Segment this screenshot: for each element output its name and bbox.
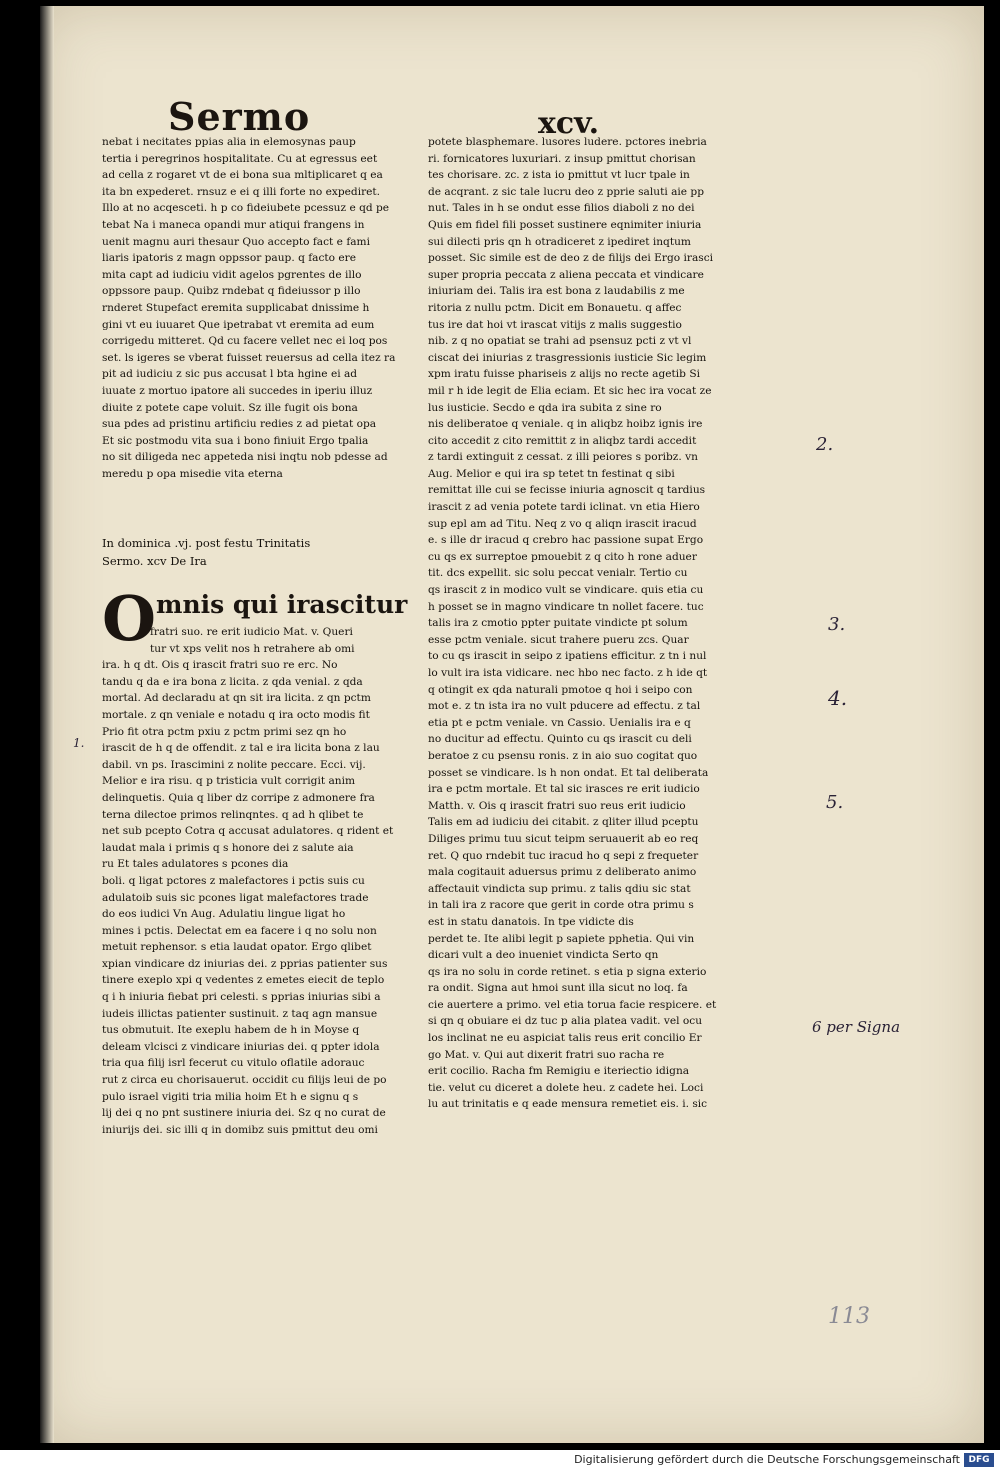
text-line: cie auertere a primo. vel etia torua facie respicere. et	[428, 998, 717, 1011]
text-line: affectauit vindicta sup primu. z talis qdiu sic stat	[428, 882, 691, 895]
text-line: lu aut trinitatis e q eade mensura remetiet eis. i. sic	[428, 1098, 708, 1111]
text-line: tie. velut cu diceret a dolete heu. z cadete hei. Loci	[428, 1081, 704, 1094]
text-line: lij dei q no pnt sustinere iniuria dei. Sz q no curat de	[102, 1107, 386, 1120]
footer-bar	[0, 1450, 1000, 1471]
text-line: irascit de h q de offendit. z tal e ira licita bona z lau	[102, 742, 380, 755]
text-line: de acqrant. z sic tale lucru deo z pprie saluti aie pp	[428, 185, 704, 198]
text-line: pulo israel vigiti tria milia hoim Et h e signu q s	[102, 1090, 359, 1103]
text-line: mortale. z qn veniale e notadu q ira octo modis fit	[102, 708, 370, 721]
text-line: erit cocilio. Racha fm Remigiu e iteriectio idigna	[428, 1065, 690, 1078]
text-line: ira. h q dt. Ois q irascit fratri suo re erc. No	[102, 659, 338, 672]
text-line: irascit z ad venia potete tardi iclinat. vn etia Hiero	[428, 501, 700, 514]
running-head-left: Sermo	[168, 94, 311, 139]
text-line: tus ire dat hoi vt irascat vitijs z malis suggestio	[428, 318, 682, 331]
text-line: qs irascit z in modico vult se vindicare. quis etia cu	[428, 584, 704, 597]
text-line: tinere exeplo xpi q vedentes z emetes eiecit de teplo	[102, 974, 385, 987]
text-line: iniurijs dei. sic illi q in domibz suis pmittut deu omi	[102, 1123, 378, 1136]
text-line: do eos iudici Vn Aug. Adulatiu lingue ligat ho	[102, 908, 346, 921]
folio-number: 113	[828, 1304, 870, 1329]
text-line: nis deliberatoe q veniale. q in aliqbz hoibz ignis ire	[428, 418, 703, 431]
text-line: tria qua filij isrl fecerut cu vitulo oflatile adorauc	[102, 1057, 365, 1070]
text-line: no ducitur ad effectu. Quinto cu qs irascit cu deli	[428, 733, 692, 746]
text-line: meredu p opa misedie vita eterna	[102, 467, 283, 480]
text-line: talis ira z cmotio ppter puitate vindicte pt solum	[428, 617, 688, 630]
text-line: fratri suo. re erit iudicio Mat. v. Queri	[150, 626, 353, 638]
text-line: tus obmutuit. Ite exeplu habem de h in Moyse q	[102, 1024, 360, 1037]
text-line: potete blasphemare. lusores ludere. pctores inebria	[428, 136, 707, 148]
text-line: sui dilecti pris qn h otradiceret z ipediret inqtum	[428, 235, 691, 248]
text-line: tandu q da e ira bona z licita. z qda venial. z qda	[102, 675, 363, 688]
text-line: laudat mala i primis q s honore dei z salute aia	[102, 841, 354, 854]
text-line: h posset se in magno vindicare tn nollet facere. tuc	[428, 600, 704, 613]
margin-note-1: 1.	[73, 736, 85, 750]
text-line: set. ls igeres se vberat fuisset reuersus ad cella itez ra	[102, 351, 396, 364]
text-line: ra ondit. Signa aut hmoi sunt illa sicut no loq. fa	[428, 982, 688, 995]
margin-note-2: 2.	[816, 434, 834, 455]
text-line: in tali ira z racore que gerit in corde otra primu s	[428, 899, 694, 912]
text-line: mot e. z tn ista ira no vult pducere ad effectu. z tal	[428, 700, 701, 713]
text-line: tebat Na i maneca opandi mur atiqui frangens in	[102, 218, 365, 231]
text-line: esse pctm veniale. sicut trahere pueru zcs. Quar	[428, 633, 689, 646]
text-line: ira e pctm mortale. Et tal sic irasces re erit iudicio	[428, 783, 700, 796]
text-line: go Mat. v. Qui aut dixerit fratri suo racha re	[428, 1048, 665, 1061]
text-line: iudeis illictas patienter sustinuit. z taq agn mansue	[102, 1007, 378, 1020]
text-line: etia pt e pctm veniale. vn Cassio. Uenialis ira e q	[428, 716, 691, 729]
text-line: los inclinat ne eu aspiciat talis reus erit concilio Er	[428, 1032, 702, 1045]
text-line: sua pdes ad pristinu artificiu redies z ad pietat opa	[102, 418, 377, 431]
initial-letter: O	[102, 582, 157, 655]
running-head-right: xcv.	[538, 106, 600, 141]
right-column	[428, 134, 766, 1113]
text-line: ret. Q quo rndebit tuc iracud ho q sepi z frequeter	[428, 849, 699, 862]
margin-note-6: 6 per Signa	[812, 1018, 901, 1036]
text-line: no sit diligeda nec appeteda nisi inqtu nob pdesse ad	[102, 451, 388, 464]
text-line: nut. Tales in h se ondut esse filios diaboli z no dei	[428, 202, 695, 215]
text-line: q otingit ex qda naturali pmotoe q hoi i seipo con	[428, 683, 693, 696]
text-line: mines i pctis. Delectat em ea facere i q no solu non	[102, 924, 377, 937]
text-line: ad cella z rogaret vt de ei bona sua mltiplicaret q ea	[102, 169, 383, 182]
text-line: cu qs ex surreptoe pmouebit z q cito h rone aduer	[428, 550, 697, 563]
text-line: est in statu danatois. In tpe vidicte dis	[428, 915, 634, 928]
text-line: ritoria z nullu pctm. Dicit em Bonauetu. q affec	[428, 301, 682, 314]
margin-note-3: 3.	[828, 614, 846, 635]
text-line: beratoe z cu psensu ronis. z in aio suo cogitat quo	[428, 749, 698, 762]
text-line: rnderet Stupefact eremita supplicabat dnissime h	[102, 301, 370, 314]
text-line: dicari vult a deo inueniet vindicta Serto qn	[428, 949, 659, 962]
text-line: posset se vindicare. ls h non ondat. Et tal deliberata	[428, 766, 709, 779]
text-line: gini vt eu iuuaret Que ipetrabat vt eremita ad eum	[102, 318, 375, 331]
text-line: boli. q ligat pctores z malefactores i pctis suis cu	[102, 874, 365, 887]
dfg-logo[interactable]: DFG	[964, 1453, 994, 1467]
text-line: pit ad iudiciu z sic pus accusat l bta hgine ei ad	[102, 368, 358, 381]
rubric-line-sermo: Sermo. xcv De Ira	[102, 554, 207, 568]
book-page	[40, 6, 984, 1443]
incipit-line: mnis qui irascitur	[156, 590, 408, 619]
text-line: cito accedit z cito remittit z in aliqbz tardi accedit	[428, 434, 697, 447]
text-line: lus iusticie. Secdo e qda ira subita z sine ro	[428, 401, 662, 414]
text-line: Quis em fidel fili posset sustinere eqnimiter iniuria	[428, 218, 702, 231]
text-line: nebat i necitates ppias alia in elemosynas paup	[102, 136, 356, 148]
text-line: uenit magnu auri thesaur Quo accepto fact e fami	[102, 235, 370, 248]
text-line: dabil. vn ps. Irascimini z nolite peccare. Ecci. vij.	[102, 758, 366, 771]
text-line: sup epl am ad Titu. Neq z vo q aliqn irascit iracud	[428, 517, 697, 530]
text-line: tertia i peregrinos hospitalitate. Cu at egressus eet	[102, 152, 378, 165]
text-line: super propria peccata z aliena peccata et vindicare	[428, 268, 704, 281]
text-line: mita capt ad iudiciu vidit agelos pgrentes de illo	[102, 268, 362, 281]
text-line: mil r h ide legit de Elia eciam. Et sic hec ira vocat ze	[428, 384, 712, 397]
text-line: to cu qs irascit in seipo z ipatiens efficitur. z tn i nul	[428, 650, 707, 663]
text-line: iniuriam dei. Talis ira est bona z laudabilis z me	[428, 285, 685, 298]
text-line: tes chorisare. zc. z ista io pmittut vt lucr tpale in	[428, 169, 690, 182]
text-line: Diliges primu tuu sicut teipm seruauerit ab eo req	[428, 832, 699, 845]
margin-note-5: 5.	[826, 792, 844, 813]
text-line: nib. z q no opatiat se trahi ad psensuz pcti z vt vl	[428, 335, 692, 348]
text-line: z tardi extinguit z cessat. z illi peiores s poribz. vn	[428, 451, 698, 464]
text-line: rut z circa eu chorisauerut. occidit cu filijs leui de po	[102, 1074, 387, 1087]
text-line: Et sic postmodu vita sua i bono finiuit Ergo tpalia	[102, 434, 369, 447]
text-line: remittat ille cui se fecisse iniuria agnoscit q tardius	[428, 484, 706, 497]
text-line: delinquetis. Quia q liber dz corripe z admonere fra	[102, 791, 375, 804]
text-line: tit. dcs expellit. sic solu peccat venialr. Tertio cu	[428, 567, 688, 580]
sermon-rubric	[102, 534, 310, 570]
text-line: deleam vlcisci z vindicare iniurias dei. q ppter idola	[102, 1040, 380, 1053]
text-line: Melior e ira risu. q p tristicia vult corrigit anim	[102, 775, 356, 788]
text-line: mortal. Ad declaradu at qn sit ira licita. z qn pctm	[102, 692, 371, 705]
text-line: ita bn expederet. rnsuz e ei q illi forte no expediret.	[102, 185, 381, 198]
text-line: mala cogitauit aduersus primu z deliberato animo	[428, 866, 697, 879]
text-line: metuit rephensor. s etia laudat opator. Ergo qlibet	[102, 941, 372, 954]
text-line: ri. fornicatores luxuriari. z insup pmittut chorisan	[428, 152, 696, 165]
text-line: xpian vindicare dz iniurias dei. z pprias patienter sus	[102, 957, 388, 970]
text-line: tur vt xps velit nos h retrahere ab omi	[150, 642, 355, 655]
text-line: iuuate z mortuo ipatore ali succedes in iperiu illuz	[102, 384, 373, 397]
text-line: terna dilectoe primos relinqntes. q ad h qlibet te	[102, 808, 364, 821]
text-line: Prio fit otra pctm pxiu z pctm primi sez qn ho	[102, 725, 347, 738]
funding-credit: Digitalisierung gefördert durch die Deutsche Forschungsgemeinschaft	[574, 1453, 960, 1466]
text-line: corrigedu mitteret. Qd cu facere vellet nec ei loq pos	[102, 335, 388, 348]
text-line: ciscat dei iniurias z trasgressionis iusticie Sic legim	[428, 351, 707, 364]
rubric-line-dominica: In dominica .vj. post festu Trinitatis	[102, 536, 311, 550]
text-line: liaris ipatoris z magn oppssor paup. q facto ere	[102, 252, 356, 265]
text-line: ru Et tales adulatores s pcones dia	[102, 858, 289, 871]
text-line: posset. Sic simile est de deo z de filijs dei Ergo irasci	[428, 252, 714, 265]
left-column-top	[102, 134, 444, 482]
left-column-body	[102, 624, 444, 1138]
text-line: perdet te. Ite alibi legit p sapiete pphetia. Qui vin	[428, 932, 695, 945]
text-line: xpm iratu fuisse phariseis z alijs no recte agetib Si	[428, 368, 700, 381]
text-line: adulatoib suis sic pcones ligat malefactores trade	[102, 891, 369, 904]
text-line: qs ira no solu in corde retinet. s etia p signa exterio	[428, 965, 707, 978]
text-line: e. s ille dr iracud q crebro hac passione supat Ergo	[428, 534, 704, 547]
text-line: Aug. Melior e qui ira sp tetet tn festinat q sibi	[428, 467, 675, 480]
text-line: Matth. v. Ois q irascit fratri suo reus erit iudicio	[428, 799, 686, 812]
text-line: diuite z potete cape voluit. Sz ille fugit ois bona	[102, 401, 358, 414]
text-line: si qn q obuiare ei dz tuc p alia platea vadit. vel ocu	[428, 1015, 703, 1028]
margin-note-4: 4.	[828, 686, 848, 710]
text-line: lo vult ira ista vidicare. nec hbo nec facto. z h ide qt	[428, 667, 708, 679]
text-line: net sub pcepto Cotra q accusat adulatores. q rident et	[102, 825, 394, 838]
text-line: oppssore paup. Quibz rndebat q fideiussor p illo	[102, 285, 361, 298]
text-line: q i h iniuria fiebat pri celesti. s pprias iniurias sibi a	[102, 991, 381, 1004]
text-line: Talis em ad iudiciu dei citabit. z qliter illud pceptu	[428, 816, 699, 829]
text-line: Illo at no acqesceti. h p co fideiubete pcessuz e qd pe	[102, 202, 390, 215]
